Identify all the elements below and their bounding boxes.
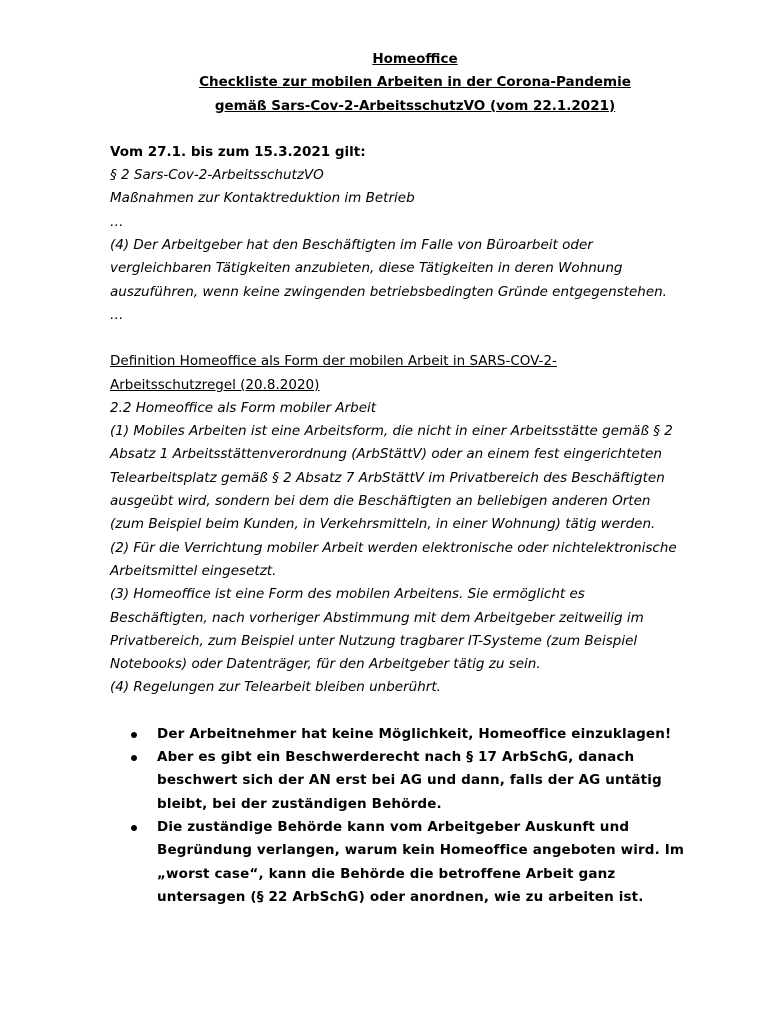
bullet-icon xyxy=(131,755,137,761)
measure-title: Maßnahmen zur Kontaktreduktion im Betrieb xyxy=(110,190,415,207)
definition-line: (2) Für die Verrichtung mobiler Arbeit werden elektronische oder nichtelektronische xyxy=(110,539,677,556)
validity-heading: Vom 27.1. bis zum 15.3.2021 gilt: xyxy=(110,143,366,160)
definition-line: Notebooks) oder Datenträger, für den Arbeitgeber tätig zu sein. xyxy=(110,656,541,673)
definition-heading: Arbeitsschutzregel (20.8.2020) xyxy=(110,376,320,393)
definition-line: Beschäftigten, nach vorheriger Abstimmung mit dem Arbeitgeber zeitweilig im xyxy=(110,609,644,626)
document-subtitle: Checkliste zur mobilen Arbeiten in der Corona-Pandemie xyxy=(199,74,631,91)
definition-line: (1) Mobiles Arbeiten ist eine Arbeitsform, die nicht in einer Arbeitsstätte gemäß § 2 xyxy=(110,423,673,440)
definition-line: (3) Homeoffice ist eine Form des mobilen Arbeitens. Sie ermöglicht es xyxy=(110,586,585,603)
document-subtitle-2: gemäß Sars-Cov-2-ArbeitsschutzVO (vom 22.1.2021) xyxy=(214,97,616,114)
ellipsis: … xyxy=(110,306,124,323)
bullet-list xyxy=(110,723,720,909)
bullet-line: Aber es gibt ein Beschwerderecht nach § 17 ArbSchG, danach xyxy=(157,749,635,766)
spacer xyxy=(110,327,720,350)
bullet-line: bleibt, bei der zuständigen Behörde. xyxy=(157,795,442,812)
clause-line: vergleichbaren Tätigkeiten anzubieten, diese Tätigkeiten in deren Wohnung xyxy=(110,260,623,277)
section-definition xyxy=(110,350,720,699)
definition-line: Privatbereich, zum Beispiel unter Nutzung tragbarer IT-Systeme (zum Beispiel xyxy=(110,632,638,649)
definition-line: (zum Beispiel beim Kunden, in Verkehrsmitteln, in einer Wohnung) tätig werden. xyxy=(110,516,656,533)
bullet-line: Der Arbeitnehmer hat keine Möglichkeit, Homeoffice einzuklagen! xyxy=(157,725,672,742)
list-item xyxy=(110,816,720,909)
section-validity xyxy=(110,141,720,327)
definition-subheading: 2.2 Homeoffice als Form mobiler Arbeit xyxy=(110,399,377,416)
bullet-icon xyxy=(131,825,137,831)
definition-line: Telearbeitsplatz gemäß § 2 Absatz 7 ArbStättV im Privatbereich des Beschäftigten xyxy=(110,469,665,486)
definition-heading: Definition Homeoffice als Form der mobilen Arbeit in SARS-COV-2- xyxy=(110,353,557,370)
list-item xyxy=(110,723,720,746)
list-item xyxy=(110,746,720,816)
clause-line: (4) Der Arbeitgeber hat den Beschäftigten im Falle von Büroarbeit oder xyxy=(110,237,593,254)
definition-line: Absatz 1 Arbeitsstättenverordnung (ArbStättV) oder an einem fest eingerichteten xyxy=(110,446,662,463)
clause-line: auszuführen, wenn keine zwingenden betriebsbedingten Gründe entgegenstehen. xyxy=(110,283,667,300)
title-block xyxy=(110,48,720,118)
document-title: Homeoffice xyxy=(372,51,458,67)
bullet-line: untersagen (§ 22 ArbSchG) oder anordnen, wie zu arbeiten ist. xyxy=(157,888,644,905)
bullet-line: „worst case“, kann die Behörde die betroffene Arbeit ganz xyxy=(157,865,616,882)
bullet-line: beschwert sich der AN erst bei AG und dann, falls der AG untätig xyxy=(157,772,662,789)
definition-line: (4) Regelungen zur Telearbeit bleiben unberührt. xyxy=(110,679,441,696)
ellipsis: … xyxy=(110,213,124,230)
law-reference: § 2 Sars-Cov-2-ArbeitsschutzVO xyxy=(110,167,324,184)
bullet-line: Begründung verlangen, warum kein Homeoffice angeboten wird. Im xyxy=(157,842,685,859)
bullet-icon xyxy=(131,732,137,738)
document-content xyxy=(110,48,720,909)
definition-line: Arbeitsmittel eingesetzt. xyxy=(110,562,277,579)
bullet-line: Die zuständige Behörde kann vom Arbeitgeber Auskunft und xyxy=(157,818,630,835)
definition-line: ausgeübt wird, sondern bei dem die Beschäftigten an beliebigen anderen Orten xyxy=(110,493,651,510)
